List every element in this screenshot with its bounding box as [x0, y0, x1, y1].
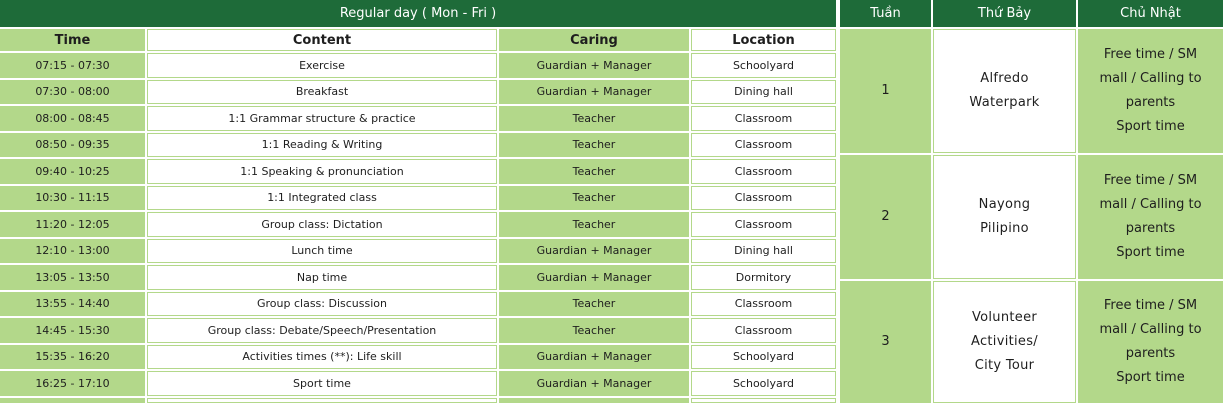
saturday-header: Thứ Bảy — [933, 0, 1076, 27]
location-cell: Classroom — [691, 212, 836, 237]
location-cell: Schoolyard — [691, 345, 836, 370]
table-row — [0, 159, 836, 184]
location-cell: Dining hall — [691, 80, 836, 105]
saturday-line: Alfredo — [980, 71, 1029, 86]
time-cell: 11:20 - 12:05 — [0, 212, 145, 237]
time-cell: 12:10 - 13:00 — [0, 239, 145, 264]
weekend-schedule — [840, 0, 1225, 405]
sunday-line: mall / Calling to — [1099, 71, 1202, 86]
sunday-line: Free time / SM — [1103, 298, 1198, 313]
saturday-line: Pilipino — [980, 221, 1029, 236]
table-row — [0, 292, 836, 317]
sunday-activity — [1078, 29, 1223, 153]
content-cell: 1:1 Reading & Writing — [147, 133, 497, 158]
content-cell: Group class: Discussion — [147, 292, 497, 317]
sunday-line: Sport time — [1116, 370, 1185, 385]
location-cell: Classroom — [691, 106, 836, 131]
content-header: Content — [147, 29, 497, 51]
caring-cell: Guardian + Manager — [499, 53, 689, 78]
partial-cell — [499, 398, 689, 403]
content-cell: 1:1 Speaking & pronunciation — [147, 159, 497, 184]
caring-header: Caring — [499, 29, 689, 51]
table-row — [0, 53, 836, 78]
caring-cell: Teacher — [499, 318, 689, 343]
content-cell: 1:1 Integrated class — [147, 186, 497, 211]
location-cell: Classroom — [691, 133, 836, 158]
caring-cell: Teacher — [499, 292, 689, 317]
location-header: Location — [691, 29, 836, 51]
partial-cell — [691, 398, 836, 403]
sunday-line: mall / Calling to — [1099, 322, 1202, 337]
partial-cell — [147, 398, 497, 403]
table-row — [0, 239, 836, 264]
content-cell: Group class: Debate/Speech/Presentation — [147, 318, 497, 343]
content-cell: Exercise — [147, 53, 497, 78]
sunday-line: parents — [1125, 346, 1176, 361]
content-cell: Group class: Dictation — [147, 212, 497, 237]
caring-cell: Guardian + Manager — [499, 80, 689, 105]
time-cell: 08:50 - 09:35 — [0, 133, 145, 158]
caring-cell: Teacher — [499, 106, 689, 131]
table-row — [0, 265, 836, 290]
caring-cell: Guardian + Manager — [499, 345, 689, 370]
time-cell: 09:40 - 10:25 — [0, 159, 145, 184]
sunday-line: mall / Calling to — [1099, 197, 1202, 212]
sunday-line: Free time / SM — [1103, 173, 1198, 188]
location-cell: Classroom — [691, 159, 836, 184]
saturday-line: Nayong — [978, 197, 1031, 212]
saturday-line: Volunteer — [971, 310, 1038, 325]
time-cell: 16:25 - 17:10 — [0, 371, 145, 396]
time-cell: 13:55 - 14:40 — [0, 292, 145, 317]
saturday-line: City Tour — [974, 358, 1035, 373]
time-cell: 14:45 - 15:30 — [0, 318, 145, 343]
table-row — [0, 212, 836, 237]
content-cell: Nap time — [147, 265, 497, 290]
sunday-line: Free time / SM — [1103, 47, 1198, 62]
content-cell: Sport time — [147, 371, 497, 396]
week-row — [840, 29, 1223, 153]
saturday-activity — [933, 29, 1076, 153]
table-row-partial — [0, 398, 836, 403]
saturday-activity — [933, 281, 1076, 403]
time-cell: 08:00 - 08:45 — [0, 106, 145, 131]
table-row — [0, 371, 836, 396]
time-cell: 10:30 - 11:15 — [0, 186, 145, 211]
time-cell: 15:35 - 16:20 — [0, 345, 145, 370]
sunday-header: Chủ Nhật — [1078, 0, 1223, 27]
saturday-line: Activities/ — [971, 334, 1038, 349]
week-number: 1 — [840, 29, 931, 153]
time-cell: 07:30 - 08:00 — [0, 80, 145, 105]
caring-cell: Teacher — [499, 186, 689, 211]
caring-cell: Guardian + Manager — [499, 239, 689, 264]
saturday-line: Waterpark — [969, 95, 1040, 110]
sunday-line: parents — [1125, 221, 1176, 236]
week-row — [840, 155, 1223, 279]
location-cell: Dormitory — [691, 265, 836, 290]
sunday-line: parents — [1125, 95, 1176, 110]
location-cell: Schoolyard — [691, 53, 836, 78]
caring-cell: Guardian + Manager — [499, 265, 689, 290]
sunday-activity — [1078, 155, 1223, 279]
caring-cell: Guardian + Manager — [499, 371, 689, 396]
table-row — [0, 133, 836, 158]
table-row — [0, 186, 836, 211]
weekend-table — [838, 0, 1225, 405]
saturday-activity — [933, 155, 1076, 279]
sunday-activity — [1078, 281, 1223, 403]
table-row — [0, 106, 836, 131]
regular-day-title: Regular day ( Mon - Fri ) — [0, 0, 836, 27]
content-cell: Lunch time — [147, 239, 497, 264]
caring-cell: Teacher — [499, 212, 689, 237]
content-cell: 1:1 Grammar structure & practice — [147, 106, 497, 131]
content-cell: Activities times (**): Life skill — [147, 345, 497, 370]
week-number: 2 — [840, 155, 931, 279]
sunday-line: Sport time — [1116, 119, 1185, 134]
table-row — [0, 80, 836, 105]
location-cell: Dining hall — [691, 239, 836, 264]
caring-cell: Teacher — [499, 133, 689, 158]
location-cell: Classroom — [691, 186, 836, 211]
content-cell: Breakfast — [147, 80, 497, 105]
regular-day-rows — [0, 53, 836, 403]
time-cell: 07:15 - 07:30 — [0, 53, 145, 78]
location-cell: Classroom — [691, 318, 836, 343]
table-row — [0, 318, 836, 343]
sunday-line: Sport time — [1116, 245, 1185, 260]
week-number: 3 — [840, 281, 931, 403]
time-cell: 13:05 - 13:50 — [0, 265, 145, 290]
table-row — [0, 345, 836, 370]
time-header: Time — [0, 29, 145, 51]
location-cell: Classroom — [691, 292, 836, 317]
week-row — [840, 281, 1223, 403]
caring-cell: Teacher — [499, 159, 689, 184]
location-cell: Schoolyard — [691, 371, 836, 396]
week-header: Tuần — [840, 0, 931, 27]
partial-cell — [0, 398, 145, 403]
